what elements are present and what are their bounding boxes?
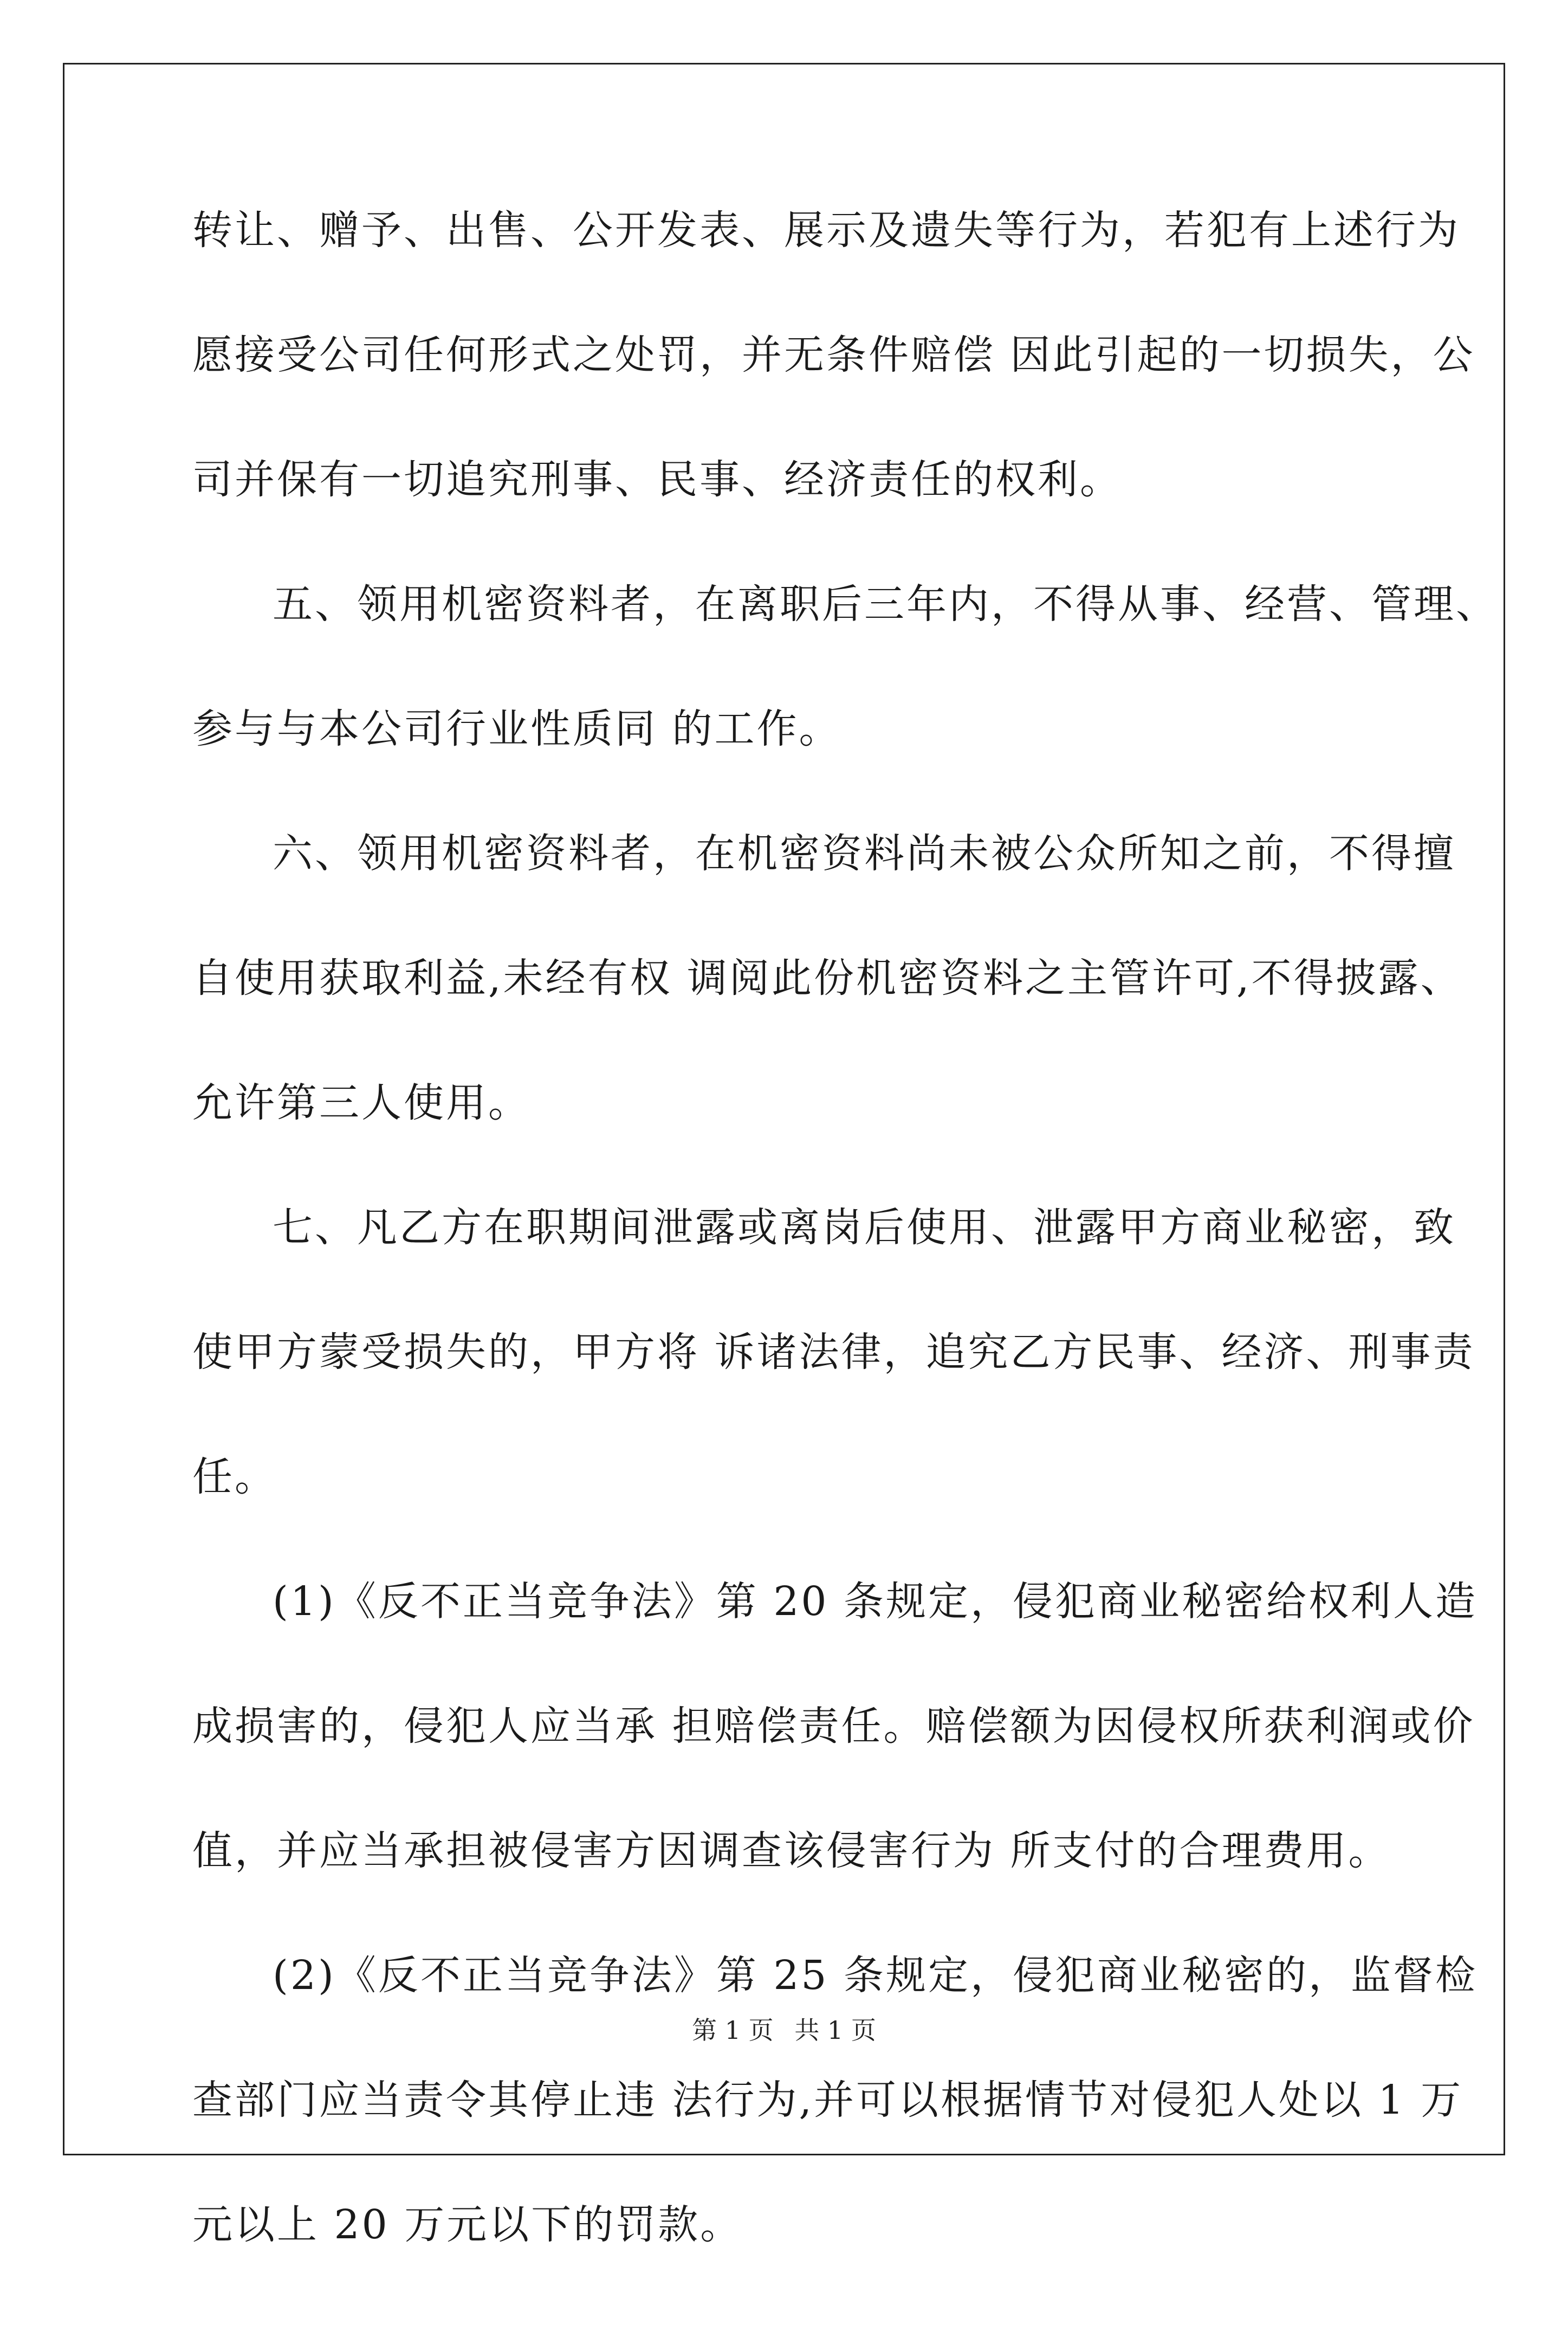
text-line: 参与与本公司行业性质同 的工作。 xyxy=(192,706,841,752)
page-footer xyxy=(0,2015,1568,2045)
text-line: 使甲方蒙受损失的，甲方将 诉诸法律，追究乙方民事、经济、刑事责 xyxy=(192,1329,1475,1375)
paragraph-start-line: (2)《反不正当竞争法》第 25 条规定，侵犯商业秘密的，监督检 xyxy=(273,1952,1478,1999)
text-line: 成损害的，侵犯人应当承 担赔偿责任。赔偿额为因侵权所获利润或价 xyxy=(192,1703,1475,1749)
text-line: 查部门应当责令其停止违 法行为,并可以根据情节对侵犯人处以 1 万 xyxy=(192,2077,1463,2123)
text-line: 愿接受公司任何形式之处罚，并无条件赔偿 因此引起的一切损失，公 xyxy=(192,332,1475,378)
paragraph-start-line: (1)《反不正当竞争法》第 20 条规定，侵犯商业秘密给权利人造 xyxy=(273,1578,1478,1625)
text-line: 元以上 20 万元以下的罚款。 xyxy=(192,2201,743,2248)
paragraph-start-line: 六、领用机密资料者，在机密资料尚未被公众所知之前，不得擅 xyxy=(273,830,1456,877)
paragraph-start-line: 五、领用机密资料者，在离职后三年内，不得从事、经营、管理、 xyxy=(273,581,1498,628)
document-body xyxy=(192,206,1498,2325)
text-line: 司并保有一切追究刑事、民事、经济责任的权利。 xyxy=(192,456,1122,503)
page-number: 第 1 页 xyxy=(692,2016,774,2045)
paragraph-start-line: 七、凡乙方在职期间泄露或离岗后使用、泄露甲方商业秘密，致 xyxy=(273,1204,1456,1251)
page-total: 共 1 页 xyxy=(794,2016,876,2045)
text-line: 转让、赠予、出售、公开发表、展示及遗失等行为，若犯有上述行为 xyxy=(192,207,1460,254)
text-line: 允许第三人使用。 xyxy=(192,1080,530,1126)
text-line: 值，并应当承担被侵害方因调查该侵害行为 所支付的合理费用。 xyxy=(192,1827,1391,1874)
text-line: 任。 xyxy=(192,1454,277,1500)
text-line: 自使用获取利益,未经有权 调阅此份机密资料之主管许可,不得披露、 xyxy=(192,955,1463,1002)
